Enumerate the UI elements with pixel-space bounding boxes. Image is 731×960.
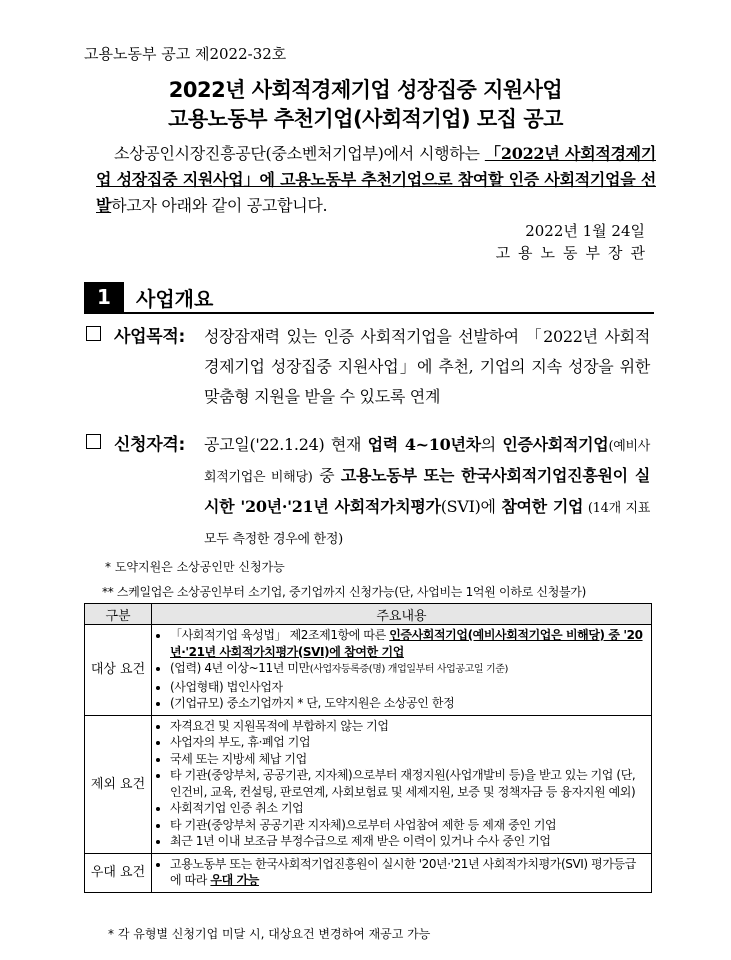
list-item: • (기업규모) 중소기업까지 * 단, 도약지원은 소상공인 한정 xyxy=(170,695,645,712)
purpose-text: 성장잠재력 있는 인증 사회적기업을 선발하여 「2022년 사회적경제기업 성장집중 지원사업」에 추천, 기업의 지속 성장을 위한 맞춤형 지원을 받을 수 있도록 연계 xyxy=(204,327,650,406)
list-item xyxy=(170,660,645,679)
list-item: • 자격요건 및 지원목적에 부합하지 않는 기업 xyxy=(170,718,645,735)
header-category: 구분 xyxy=(85,604,152,625)
table-row-preference xyxy=(85,853,652,892)
category-exclusion: 제외 요건 xyxy=(85,715,152,853)
list-item: • 타 기관(중앙부처 공공기관 지자체)으로부터 사업참여 제한 등 제재 중인 기업 xyxy=(170,817,645,834)
checkbox-square-icon xyxy=(86,434,101,449)
requirements-table xyxy=(84,603,652,893)
eligibility-note: (예비사회적기업은 비해당) xyxy=(204,439,650,485)
intro-paragraph xyxy=(96,141,656,219)
title-line-1: 2022년 사회적경제기업 성장집중 지원사업 xyxy=(168,78,563,102)
footnote-repost: * 각 유형별 신청기업 미달 시, 대상요건 변경하여 재공고 가능 xyxy=(108,927,431,941)
preference-benefit: 우대 가능 xyxy=(210,873,259,887)
eligibility-label: 신청자격: xyxy=(114,435,185,455)
eligibility-participated: 참여한 기업 xyxy=(501,497,584,516)
footnote-scaleup: ** 스케일업은 소상공인부터 소기업, 중기업까지 신청가능(단, 사업비는 1억원 이하로 신청불가) xyxy=(102,585,586,599)
list-item xyxy=(170,627,645,660)
title-line-2: 고용노동부 추천기업(사회적기업) 모집 공고 xyxy=(168,107,563,131)
list-item: • (사업형태) 법인사업자 xyxy=(170,679,645,696)
target-age-note: (사업자등록증(명) 개업일부터 사업공고일 기준) xyxy=(309,664,508,675)
eligibility-svi: 고용노동부 또는 한국사회적기업진흥원이 실시한 '20년·'21년 사회적가치평가 xyxy=(204,466,651,516)
eligibility-type: 인증사회적기업 xyxy=(502,435,609,454)
date-block xyxy=(495,220,653,264)
issue-date: 2022년 1월 24일 xyxy=(525,222,645,240)
target-age: (업력) 4년 이상~11년 미만 xyxy=(170,661,310,675)
header-content: 주요내용 xyxy=(152,604,652,625)
eligibility-age: 업력 4~10년차 xyxy=(367,435,481,454)
notice-number: 고용노동부 공고 제2022-32호 xyxy=(84,45,287,63)
list-item: • 타 기관(중앙부처, 공공기관, 지자체)으로부터 재정지원(사업개발비 등)을 받고 있는 기업 (단, 인건비, 교육, 컨설팅, 판로연계, 사회보험료 및 세제지원, 보증 및 정책자금 등 융자지원 예외) xyxy=(170,767,645,800)
section-header xyxy=(84,282,654,314)
category-target: 대상 요건 xyxy=(85,625,152,716)
eligibility-part: 의 xyxy=(480,435,503,454)
list-item: • 사회적기업 인증 취소 기업 xyxy=(170,800,645,817)
preference-text: 고용노동부 또는 한국사회적기업진흥원이 실시한 '20년·'21년 사회적가치평가(SVI) 평가등급에 따라 xyxy=(170,856,636,887)
section-number: 1 xyxy=(84,282,124,312)
target-svi: 인증사회적기업(예비사회적기업은 비해당) 중 '20년·'21년 사회적가치평가(SVI)에 참여한 기업 xyxy=(170,628,643,659)
target-law: 「사회적기업 육성법」 제2조제1항에 따른 xyxy=(170,628,390,642)
eligibility-condition: (14개 지표 모두 측정한 경우에 한정) xyxy=(204,501,651,547)
signatory: 고용노동부장관 xyxy=(495,244,653,262)
intro-tail: 하고자 아래와 같이 공고합니다. xyxy=(111,196,328,215)
footnote-leap: * 도약지원은 소상공인만 신청가능 xyxy=(105,560,285,574)
eligibility-part: 중 xyxy=(312,466,341,485)
intro-highlight: 「2022년 사회적경제기업 성장집중 지원사업」에 고용노동부 추천기업으로 참여할 인증 사회적기업을 선발 xyxy=(96,144,656,215)
exclusion-content xyxy=(152,715,652,853)
eligibility-text xyxy=(204,430,650,554)
preference-content xyxy=(152,853,652,892)
purpose-label: 사업목적: xyxy=(114,327,185,347)
list-item xyxy=(170,856,645,889)
category-preference: 우대 요건 xyxy=(85,853,152,892)
intro-lead: 소상공인시장진흥공단(중소벤처기업부)에서 시행하는 xyxy=(114,144,485,163)
target-content xyxy=(152,625,652,716)
eligibility-part: 공고일('22.1.24) 현재 xyxy=(204,435,368,454)
section-title: 사업개요 xyxy=(136,287,214,311)
checkbox-square-icon xyxy=(86,326,101,341)
list-item: • 국세 또는 지방세 체납 기업 xyxy=(170,751,645,768)
list-item: • 최근 1년 이내 보조금 부정수급으로 제재 받은 이력이 있거나 수사 중인 기업 xyxy=(170,833,645,850)
table-row-exclusion xyxy=(85,715,652,853)
list-item: • 사업자의 부도, 휴·폐업 기업 xyxy=(170,734,645,751)
eligibility-part: (SVI)에 xyxy=(440,497,502,516)
table-row-target xyxy=(85,625,652,716)
table-header-row xyxy=(85,604,652,625)
section-divider xyxy=(84,312,654,314)
